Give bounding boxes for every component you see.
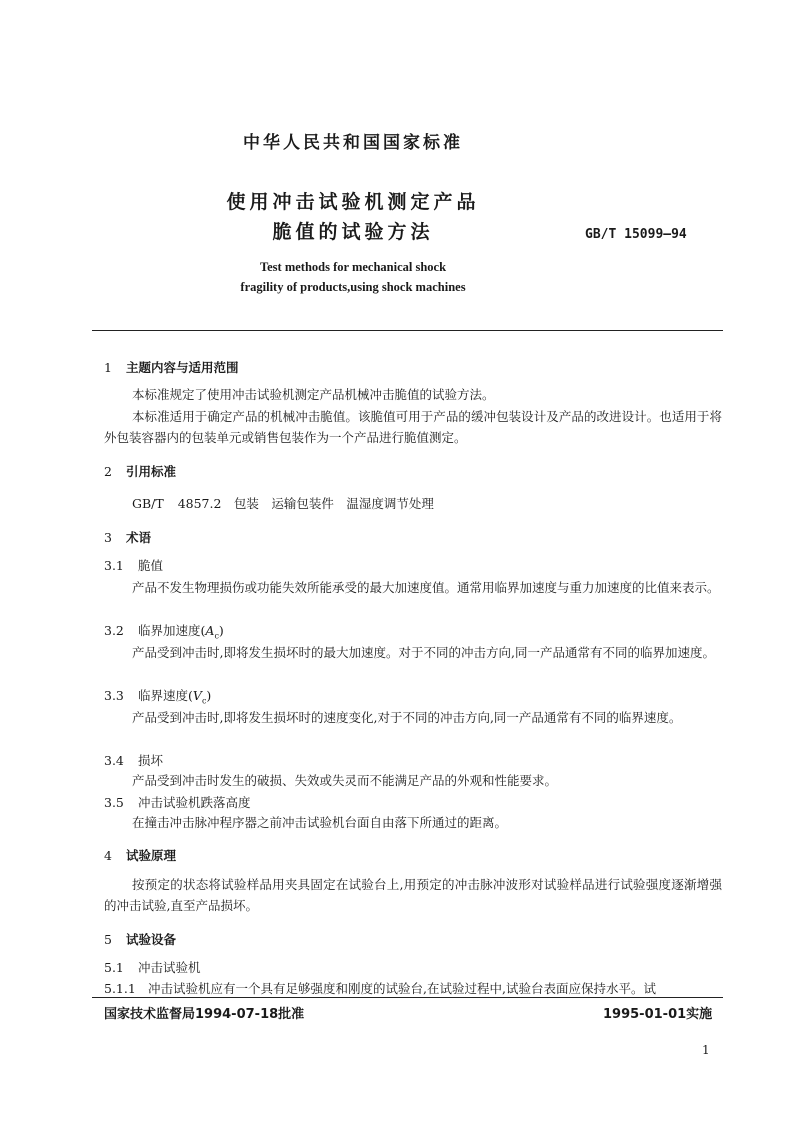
section-1-heading: [104, 358, 239, 376]
term-title: 脆值: [138, 558, 164, 573]
section-5-heading: [104, 930, 176, 948]
term-number: 3.2: [104, 623, 124, 638]
term-3-4-heading: [104, 751, 163, 769]
term-3-5-definition: 在撞击冲击脉冲程序器之前冲击试验机台面自由落下所通过的距离。: [132, 815, 508, 830]
section-4-paragraph: 按预定的状态将试验样品用夹具固定在试验台上,用预定的冲击脉冲波形对试验样品进行试验强度逐渐增强的冲击试验,直至产品损坏。: [104, 877, 722, 913]
term-number: 3.1: [104, 558, 124, 573]
approval-statement: 国家技术监督局1994-07-18批准: [104, 1007, 305, 1022]
section-2-heading: [104, 462, 176, 480]
section-title: 试验原理: [126, 848, 177, 863]
english-title-line-2: fragility of products,using shock machines: [240, 280, 466, 294]
term-3-2-definition: 产品受到冲击时,即将发生损坏时的最大加速度。对于不同的冲击方向,同一产品通常有不同的临界加速度。: [132, 645, 715, 660]
term-title: 临界加速度: [138, 623, 201, 638]
term-3-3-heading: 3.3 临界速度$(V_c)$: [104, 688, 212, 706]
section-number: 1: [104, 360, 112, 375]
term-symbol: A: [205, 623, 215, 638]
term-3-5-heading: [104, 793, 251, 811]
footer-divider: [92, 997, 723, 998]
standard-number: GB/T 15099—94: [585, 227, 687, 242]
term-3-1-heading: [104, 556, 163, 574]
section-title: 引用标准: [126, 464, 177, 479]
clause-5-1-1: [104, 979, 656, 997]
section-number: 3: [104, 530, 112, 545]
term-3-1-definition: 产品不发生物理损伤或功能失效所能承受的最大加速度值。通常用临界加速度与重力加速度的比值来表示。: [132, 580, 720, 595]
english-title-line-1: Test methods for mechanical shock: [259, 260, 447, 274]
term-number: 3.3: [104, 688, 124, 703]
effective-date: 1995-01-01实施: [603, 1007, 713, 1022]
section-number: 4: [104, 848, 112, 863]
clause-number: 5.1.1: [104, 981, 136, 996]
section-1-paragraph-2: 本标准适用于确定产品的机械冲击脆值。该脆值可用于产品的缓冲包装设计及产品的改进设计。也适用于将外包装容器内的包装单元或销售包装作为一个产品进行脆值测定。: [104, 409, 722, 445]
term-title: 临界速度: [138, 688, 189, 703]
section-1-paragraph-1: 本标准规定了使用冲击试验机测定产品机械冲击脆值的试验方法。: [132, 387, 495, 402]
page-number: 1: [702, 1043, 710, 1057]
term-number: 3.4: [104, 753, 124, 768]
clause-5-1-heading: [104, 958, 201, 976]
clause-title: 冲击试验机: [138, 960, 201, 975]
term-3-2-heading: 3.2 临界加速度$(A_c)$: [104, 623, 224, 641]
term-symbol-subscript: c: [214, 631, 219, 641]
section-3-heading: [104, 528, 151, 546]
section-title: 试验设备: [126, 932, 177, 947]
term-3-4-definition: 产品受到冲击时发生的破损、失效或失灵而不能满足产品的外观和性能要求。: [132, 773, 558, 788]
term-title: 损坏: [138, 753, 164, 768]
document-title-line-1: 使用冲击试验机测定产品: [226, 191, 480, 213]
document-title-line-2: 脆值的试验方法: [272, 221, 434, 243]
clause-number: 5.1: [104, 960, 124, 975]
normative-reference: GB/T 4857.2 包装 运输包装件 温湿度调节处理: [132, 496, 434, 511]
section-4-heading: [104, 846, 176, 864]
term-symbol: V: [192, 688, 202, 703]
clause-text: 冲击试验机应有一个具有足够强度和刚度的试验台,在试验过程中,试验台表面应保持水平。试: [148, 981, 656, 996]
term-symbol-subscript: c: [201, 696, 207, 706]
section-number: 2: [104, 464, 112, 479]
section-title: 主题内容与适用范围: [126, 360, 239, 375]
section-title: 术语: [126, 530, 152, 545]
term-number: 3.5: [104, 795, 124, 810]
header-divider: [92, 330, 723, 331]
term-3-3-definition: 产品受到冲击时,即将发生损坏时的速度变化,对于不同的冲击方向,同一产品通常有不同的临界速度。: [132, 710, 682, 725]
section-number: 5: [104, 932, 112, 947]
national-standard-heading: 中华人民共和国国家标准: [243, 133, 463, 153]
term-title: 冲击试验机跌落高度: [138, 795, 251, 810]
